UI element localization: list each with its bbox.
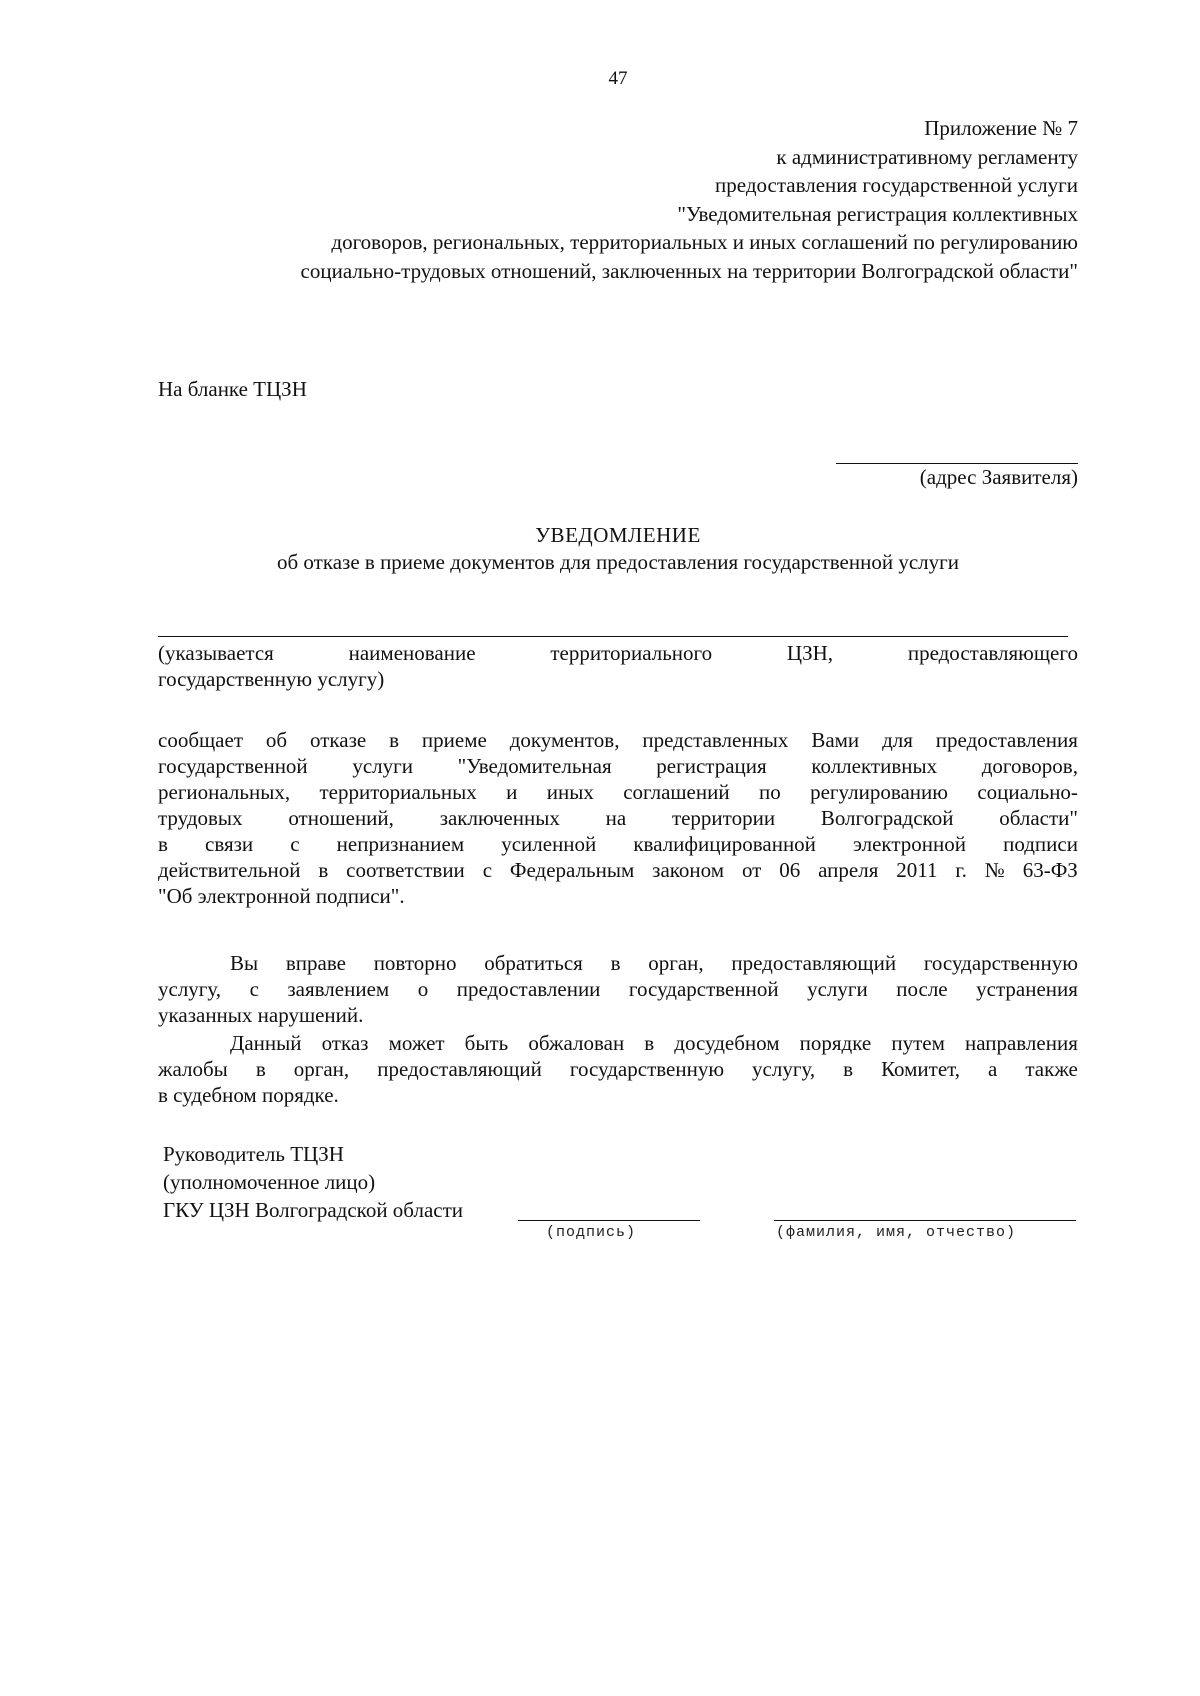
word: подписи xyxy=(1003,832,1078,856)
appendix-line: "Уведомительная регистрация коллективных xyxy=(677,201,1078,226)
word: услугу, xyxy=(752,1057,816,1081)
appendix-line: социально-трудовых отношений, заключенных на территории Волгоградской области" xyxy=(300,258,1078,283)
word: 63-ФЗ xyxy=(1022,858,1078,882)
word: услугу, xyxy=(158,977,222,1001)
word: а xyxy=(988,1057,998,1081)
word: территории xyxy=(671,806,776,830)
word: соответствии xyxy=(346,858,465,882)
word: в xyxy=(610,951,621,975)
word: Федеральным xyxy=(509,858,635,882)
signatory-role: (уполномоченное лицо) xyxy=(163,1170,376,1194)
word: орган, xyxy=(293,1057,350,1081)
word: путем xyxy=(891,1031,945,1055)
appendix-header xyxy=(150,114,1078,286)
appeal-paragraph xyxy=(158,1030,1078,1108)
word: Волгоградской xyxy=(820,806,954,830)
word: трудовых xyxy=(158,806,243,830)
full-name-field-line xyxy=(774,1220,1076,1221)
word: усиленной xyxy=(501,832,597,856)
word: г. xyxy=(955,858,967,882)
word: региональных, xyxy=(158,780,291,804)
paragraph-line xyxy=(158,976,1078,1002)
organization-field-note xyxy=(158,640,1078,692)
word: на xyxy=(605,806,627,830)
word: быть xyxy=(464,1031,509,1055)
word: квалифицированной xyxy=(633,832,816,856)
word: предоставления xyxy=(935,728,1078,752)
appendix-line: договоров, региональных, территориальных и иных соглашений по регулированию xyxy=(331,230,1078,255)
word: услуги xyxy=(352,754,413,778)
word: с xyxy=(290,832,300,856)
word: № xyxy=(984,858,1005,882)
paragraph-line xyxy=(158,727,1078,753)
word: обратиться xyxy=(484,951,583,975)
paragraph-line xyxy=(158,1056,1078,1082)
paragraph-line xyxy=(158,857,1078,883)
word: 2011 xyxy=(896,858,938,882)
paragraph-line xyxy=(158,831,1078,857)
word: и xyxy=(506,780,518,804)
word: законом xyxy=(652,858,725,882)
word: отношений, xyxy=(288,806,394,830)
word: действительной xyxy=(158,858,301,882)
applicant-address-label: (адрес Заявителя) xyxy=(919,465,1078,489)
word: в xyxy=(843,1057,854,1081)
word: регулированию xyxy=(810,780,948,804)
document-title: УВЕДОМЛЕНИЕ xyxy=(535,523,701,547)
word: государственной xyxy=(158,754,308,778)
appendix-line: предоставления государственной услуги xyxy=(715,173,1078,198)
word: государственную xyxy=(923,951,1078,975)
word: заключенных xyxy=(439,806,560,830)
word: вправе xyxy=(285,951,346,975)
word: сообщает xyxy=(158,728,243,752)
word: с xyxy=(249,977,259,1001)
word: о xyxy=(417,977,429,1001)
full-name-caption: (фамилия, имя, отчество) xyxy=(776,1224,1017,1241)
word: иных xyxy=(546,780,594,804)
word: социально- xyxy=(977,780,1078,804)
word: в xyxy=(644,1031,655,1055)
word: приеме xyxy=(421,728,487,752)
word: в xyxy=(158,832,168,856)
paragraph-line xyxy=(158,753,1078,779)
word: документов, xyxy=(509,728,620,752)
word: договоров, xyxy=(981,754,1078,778)
org-note-line: государственную услугу) xyxy=(158,667,385,691)
appendix-line: к административному регламенту xyxy=(776,144,1078,169)
org-note-word: предоставляющего xyxy=(907,641,1078,665)
page-number: 47 xyxy=(608,68,628,89)
paragraph-line xyxy=(158,950,1078,976)
organization-field-line xyxy=(158,636,1068,637)
word: с xyxy=(482,858,493,882)
word: области" xyxy=(999,806,1078,830)
word: порядке xyxy=(799,1031,872,1055)
word: Вы xyxy=(230,951,259,975)
word: электронной xyxy=(853,832,967,856)
signature-caption: (подпись) xyxy=(546,1224,637,1241)
word: Вами xyxy=(811,728,860,752)
word: представленных xyxy=(642,728,789,752)
word: после xyxy=(896,977,948,1001)
word: в xyxy=(318,858,329,882)
blank-note: На бланке ТЦЗН xyxy=(158,377,307,401)
org-note-word: ЦЗН, xyxy=(786,641,834,665)
paragraph-last-line: "Об электронной подписи". xyxy=(158,884,405,908)
word: по xyxy=(758,780,781,804)
word: предоставляющий xyxy=(731,951,897,975)
word: предоставлении xyxy=(456,977,601,1001)
word: устранения xyxy=(976,977,1078,1001)
paragraph-line xyxy=(158,805,1078,831)
word: в xyxy=(255,1057,266,1081)
word: услуги xyxy=(807,977,868,1001)
word: об xyxy=(265,728,288,752)
word: предоставляющий xyxy=(377,1057,542,1081)
signatory-organization: ГКУ ЦЗН Волгоградской области xyxy=(163,1198,464,1222)
word: повторно xyxy=(373,951,457,975)
word: досудебном xyxy=(674,1031,780,1055)
word: Данный xyxy=(230,1031,302,1055)
word: соглашений xyxy=(623,780,730,804)
word: государственной xyxy=(628,977,779,1001)
rights-paragraph xyxy=(158,950,1078,1028)
word: направления xyxy=(964,1031,1078,1055)
word: отказ xyxy=(321,1031,369,1055)
signatory-title: Руководитель ТЦЗН xyxy=(163,1142,344,1166)
paragraph-last-line: в судебном порядке. xyxy=(158,1083,339,1107)
main-text-paragraph xyxy=(158,727,1078,909)
word: может xyxy=(388,1031,445,1055)
word: "Уведомительная xyxy=(457,754,612,778)
word: непризнанием xyxy=(336,832,465,856)
word: регистрация xyxy=(656,754,767,778)
paragraph-line xyxy=(158,1030,1078,1056)
word: жалобы xyxy=(158,1057,228,1081)
appendix-line: Приложение № 7 xyxy=(924,116,1078,140)
word: отказе xyxy=(309,728,367,752)
word: 06 xyxy=(779,858,801,882)
word: обжалован xyxy=(528,1031,625,1055)
word: апреля xyxy=(818,858,879,882)
word: коллективных xyxy=(811,754,938,778)
paragraph-line xyxy=(158,779,1078,805)
word: территориальных xyxy=(319,780,477,804)
word: заявлением xyxy=(287,977,390,1001)
word: от xyxy=(741,858,762,882)
paragraph-last-line: указанных нарушений. xyxy=(158,1003,364,1027)
word: в xyxy=(389,728,400,752)
word: также xyxy=(1025,1057,1078,1081)
word: государственную xyxy=(569,1057,725,1081)
word: для xyxy=(882,728,913,752)
word: орган, xyxy=(648,951,704,975)
org-note-word: территориального xyxy=(550,641,713,665)
signature-field-line xyxy=(518,1220,700,1221)
org-note-word: (указывается xyxy=(158,641,274,665)
org-note-word: наименование xyxy=(348,641,476,665)
word: связи xyxy=(205,832,254,856)
document-subtitle: об отказе в приеме документов для предоставления государственной услуги xyxy=(277,550,959,574)
word: Комитет, xyxy=(881,1057,960,1081)
